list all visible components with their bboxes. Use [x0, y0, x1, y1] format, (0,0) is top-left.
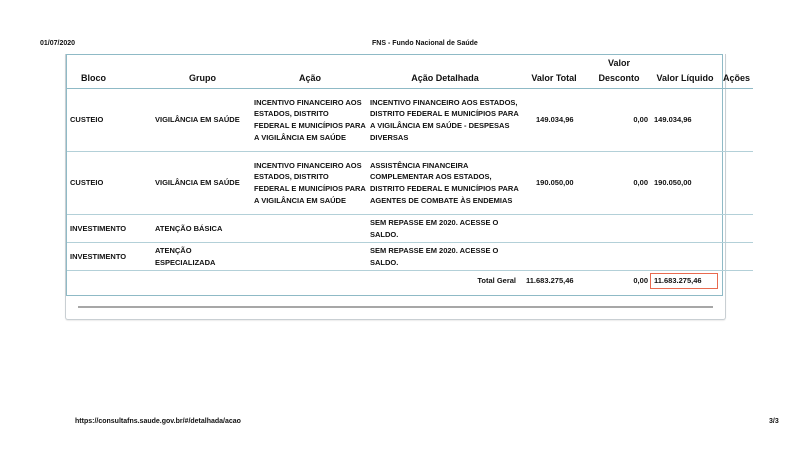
- cell-valor-desconto: 0,00: [586, 152, 652, 215]
- cell-acao-detalhada: SEM REPASSE EM 2020. ACESSE O SALDO.: [368, 215, 522, 243]
- column-header-acoes: Ações: [718, 55, 753, 89]
- cell-bloco: CUSTEIO: [67, 89, 153, 152]
- cell-bloco: INVESTIMENTO: [67, 243, 153, 271]
- cell-bloco: INVESTIMENTO: [67, 215, 153, 243]
- column-header-valor-liquido: Valor Líquido: [652, 55, 718, 89]
- column-header-acao-detalhada: Ação Detalhada: [368, 55, 522, 89]
- cell-valor-total: 190.050,00: [522, 152, 586, 215]
- cell-valor-total: 149.034,96: [522, 89, 586, 152]
- transfers-table-container: [66, 54, 750, 296]
- cell-acoes: [718, 271, 753, 291]
- cell-acao-detalhada: INCENTIVO FINANCEIRO AOS ESTADOS, DISTRITO FEDERAL E MUNICÍPIOS PARA A VIGILÂNCIA EM SAÚDE - DESPESAS DIVERSAS: [368, 89, 522, 152]
- column-header-valor-desconto: Valor Desconto: [586, 55, 652, 89]
- cell-valor-liquido: 190.050,00: [652, 152, 718, 215]
- column-header-acao: Ação: [252, 55, 368, 89]
- total-label: Total Geral: [477, 276, 516, 286]
- cell-acoes: [718, 152, 753, 215]
- cell-acao: INCENTIVO FINANCEIRO AOS ESTADOS, DISTRITO FEDERAL E MUNICÍPIOS PARA A VIGILÂNCIA EM SAÚDE: [252, 152, 368, 215]
- table-row: [67, 243, 753, 271]
- cell-acao: [252, 243, 368, 271]
- table-row: [67, 215, 753, 243]
- cell-acoes: [718, 89, 753, 152]
- cell-valor-total: [522, 215, 586, 243]
- column-header-bloco: Bloco: [67, 55, 153, 89]
- total-valor-total: 11.683.275,46: [526, 276, 574, 286]
- cell-valor-desconto: [586, 215, 652, 243]
- cell-acoes: [718, 243, 753, 271]
- table-row: [67, 152, 753, 215]
- total-valor-liquido-cell: [652, 271, 718, 291]
- cell-valor-liquido: 149.034,96: [652, 89, 718, 152]
- column-header-grupo: Grupo: [153, 55, 252, 89]
- cell-bloco: CUSTEIO: [67, 152, 153, 215]
- print-url: https://consultafns.saude.gov.br/#/detalhada/acao: [75, 418, 241, 425]
- cell-acao: INCENTIVO FINANCEIRO AOS ESTADOS, DISTRITO FEDERAL E MUNICÍPIOS PARA A VIGILÂNCIA EM SAÚDE: [252, 89, 368, 152]
- cell-acoes: [718, 215, 753, 243]
- horizontal-scrollbar[interactable]: [78, 306, 713, 308]
- cell-grupo: VIGILÂNCIA EM SAÚDE: [153, 89, 252, 152]
- print-date: 01/07/2020: [40, 40, 76, 47]
- total-row: [67, 271, 753, 291]
- table-row: [67, 89, 753, 152]
- print-title: FNS - Fundo Nacional de Saúde: [372, 40, 478, 47]
- total-valor-liquido-highlight: 11.683.275,46: [650, 273, 718, 289]
- cell-acao: [252, 215, 368, 243]
- table-header-row: [67, 55, 753, 89]
- cell-acao-detalhada: ASSISTÊNCIA FINANCEIRA COMPLEMENTAR AOS ESTADOS, DISTRITO FEDERAL E MUNICÍPIOS PARA AGENTES DE COMBATE ÀS ENDEMIAS: [368, 152, 522, 215]
- cell-valor-desconto: [586, 243, 652, 271]
- total-valor-desconto: 0,00: [633, 276, 648, 286]
- cell-valor-liquido: [652, 243, 718, 271]
- column-header-valor-total: Valor Total: [522, 55, 586, 89]
- page-number: 3/3: [769, 418, 779, 425]
- cell-valor-liquido: [652, 215, 718, 243]
- cell-acao-detalhada: SEM REPASSE EM 2020. ACESSE O SALDO.: [368, 243, 522, 271]
- cell-grupo: VIGILÂNCIA EM SAÚDE: [153, 152, 252, 215]
- cell-valor-desconto: 0,00: [586, 89, 652, 152]
- transfers-table: [67, 55, 753, 291]
- cell-valor-total: [522, 243, 586, 271]
- cell-grupo: ATENÇÃO ESPECIALIZADA: [153, 243, 252, 271]
- cell-grupo: ATENÇÃO BÁSICA: [153, 215, 252, 243]
